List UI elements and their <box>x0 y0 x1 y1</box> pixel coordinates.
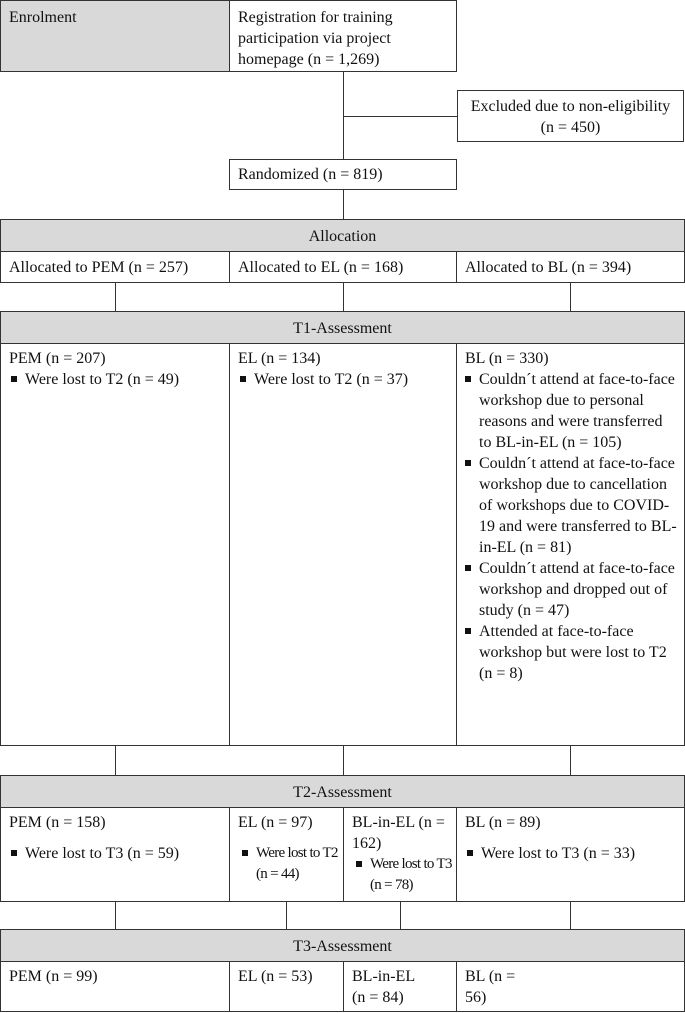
t3-pem-text: PEM (n = 99) <box>9 968 98 985</box>
t2-el-title: EL (n = 97) <box>238 814 313 831</box>
allocated-pem-text: Allocated to PEM (n = 257) <box>9 259 189 276</box>
allocated-bl-box <box>456 251 685 283</box>
t1-el-box <box>229 343 457 746</box>
t2-header <box>0 775 685 808</box>
connector <box>570 902 571 930</box>
connector <box>400 902 401 930</box>
t2-title: T2-Assessment <box>293 784 392 801</box>
connector <box>286 902 287 930</box>
connector <box>115 283 116 312</box>
t2-pem-title: PEM (n = 158) <box>9 814 106 831</box>
excluded-text: Excluded due to non-eligibility (n = 450) <box>470 98 671 136</box>
allocated-pem-box <box>0 251 230 283</box>
t2-bl-list <box>457 843 684 864</box>
t3-el-box <box>229 961 344 1012</box>
t1-title: T1-Assessment <box>293 320 392 337</box>
t3-bl-box <box>456 961 685 1012</box>
registration-box <box>229 0 457 72</box>
randomized-text: Randomized (n = 819) <box>238 166 383 183</box>
t2-bl-title: BL (n = 89) <box>465 814 541 831</box>
t2-blinel-title: BL-in-EL (n = 162) <box>352 814 445 852</box>
list-item: Were lost to T2 (n = 49) <box>3 369 229 390</box>
allocation-header <box>0 219 685 252</box>
t1-bl-box <box>456 343 685 746</box>
connector <box>343 283 344 312</box>
t3-blinel-box <box>343 961 457 1012</box>
t1-bl-title: BL (n = 330) <box>465 350 549 367</box>
t1-pem-box <box>0 343 230 746</box>
list-item: Were lost to T3 (n = 78) <box>348 854 456 896</box>
connector <box>115 902 116 930</box>
t1-pem-list <box>1 369 229 390</box>
list-item: Couldn´t attend at face-to-face workshop and dropped out of study (n = 47) <box>457 558 678 621</box>
list-item: Couldn´t attend at face-to-face workshop due to cancellation of workshops due to COVID-19 and were transferred to BL-in-EL (n = 81) <box>457 453 678 558</box>
randomized-box <box>229 159 457 190</box>
connector <box>570 746 571 776</box>
t3-pem-box <box>0 961 230 1012</box>
connector <box>570 283 571 312</box>
t1-header <box>0 311 685 344</box>
t3-bl-text: BL (n = 56) <box>465 968 516 1006</box>
t3-el-text: EL (n = 53) <box>238 968 313 985</box>
t2-pem-box <box>0 807 230 902</box>
list-item: Couldn´t attend at face-to-face workshop due to personal reasons and were transferred to BL-in-EL (n = 105) <box>457 369 678 453</box>
t2-pem-list <box>1 843 229 864</box>
t3-title: T3-Assessment <box>293 938 392 955</box>
t2-el-list <box>230 843 343 885</box>
list-item: Were lost to T3 (n = 33) <box>459 843 684 864</box>
list-item: Were lost to T3 (n = 59) <box>3 843 229 864</box>
connector <box>343 190 344 220</box>
list-item: Attended at face-to-face workshop but were lost to T2 (n = 8) <box>457 621 678 684</box>
connector <box>115 746 116 776</box>
excluded-box <box>457 90 684 142</box>
t1-pem-title: PEM (n = 207) <box>9 350 106 367</box>
registration-text: Registration for training participation via project homepage (n = 1,269) <box>238 9 393 68</box>
t1-el-title: EL (n = 134) <box>238 350 321 367</box>
allocation-title: Allocation <box>308 228 377 245</box>
enrolment-label-box <box>0 0 230 72</box>
connector <box>343 746 344 776</box>
enrolment-label: Enrolment <box>9 9 77 26</box>
t1-el-list <box>230 369 456 390</box>
t2-blinel-list <box>344 854 456 896</box>
list-item: Were lost to T2 (n = 37) <box>232 369 456 390</box>
t3-blinel-text: BL-in-EL (n = 84) <box>352 968 415 1006</box>
list-item: Were lost to T2 (n = 44) <box>234 843 343 885</box>
connector <box>343 116 458 117</box>
t2-el-box <box>229 807 344 902</box>
t2-bl-box <box>456 807 685 902</box>
t2-blinel-box <box>343 807 457 902</box>
t3-header <box>0 929 685 962</box>
t1-bl-list <box>457 369 684 684</box>
allocated-el-box <box>229 251 457 283</box>
allocated-el-text: Allocated to EL (n = 168) <box>238 259 404 276</box>
allocated-bl-text: Allocated to BL (n = 394) <box>465 259 632 276</box>
